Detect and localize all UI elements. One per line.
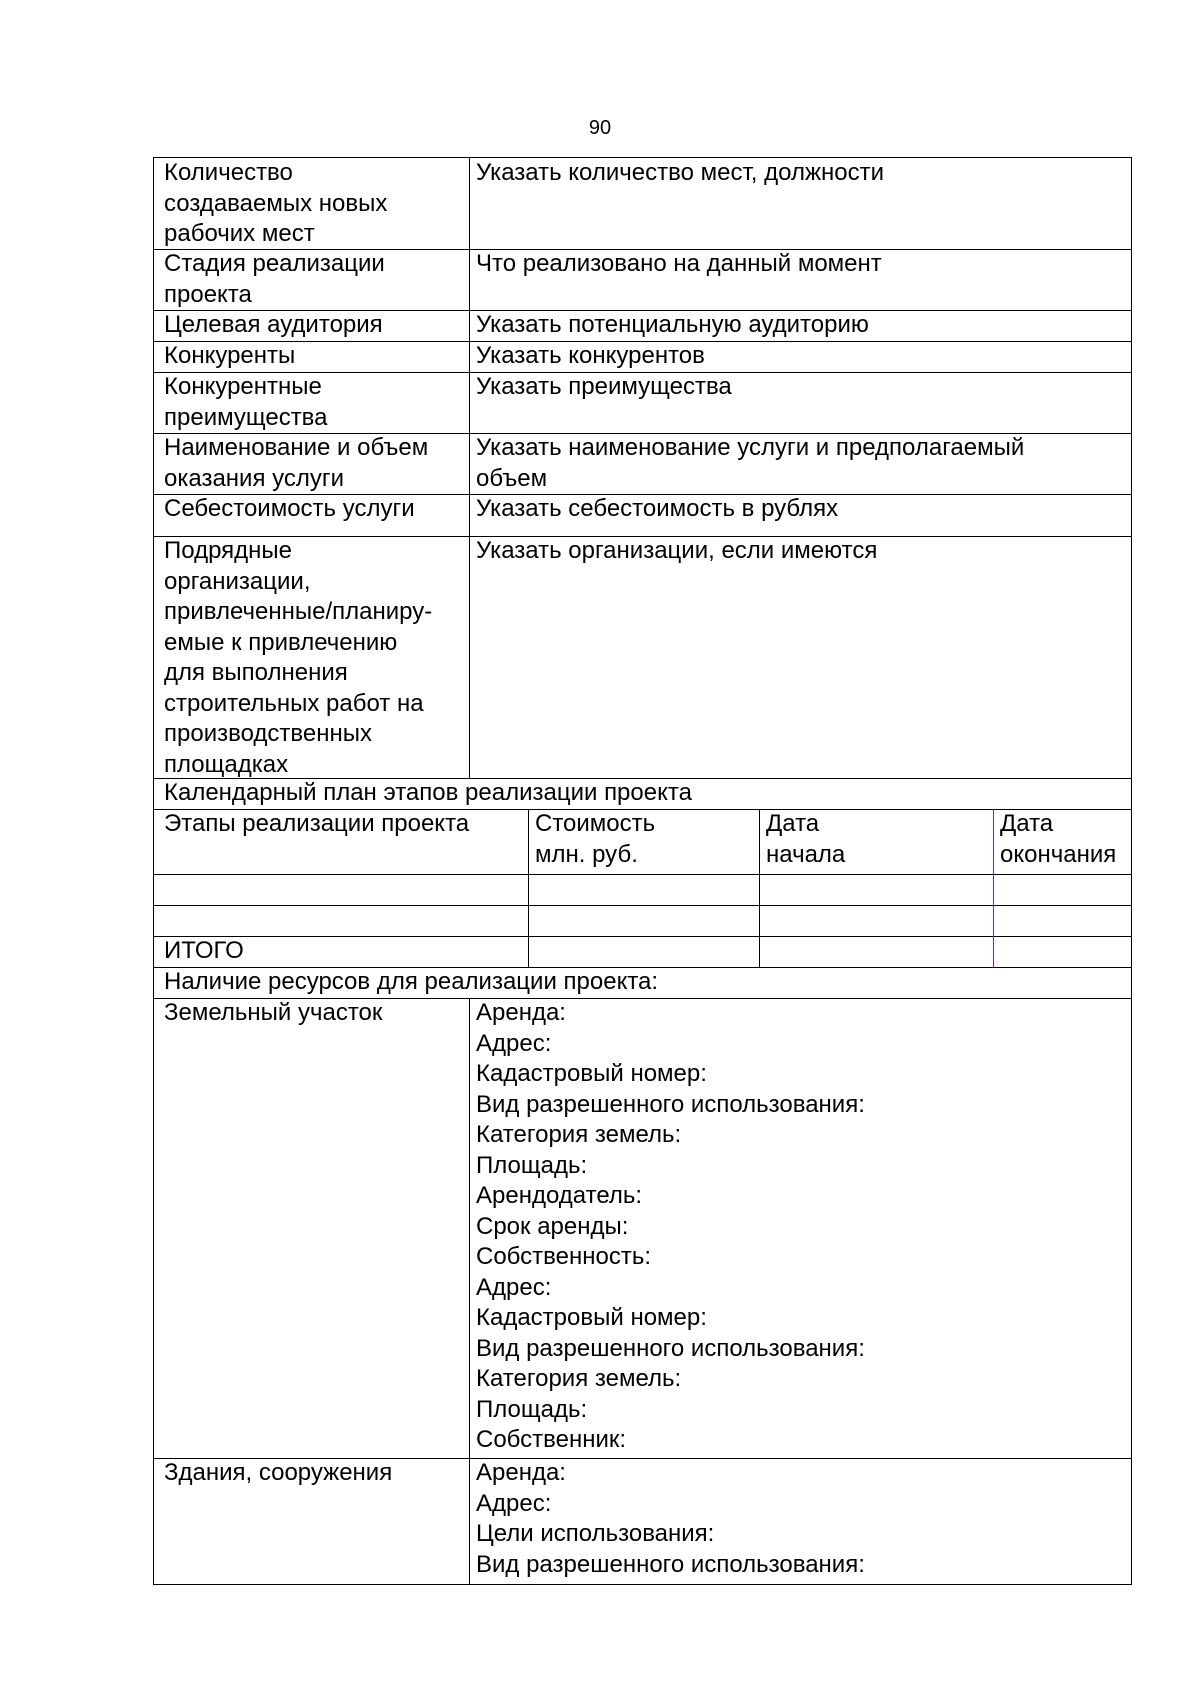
row-label-jobs: Количество создаваемых новых рабочих мест	[164, 159, 388, 247]
page-number: 90	[588, 117, 612, 139]
buildings-label: Здания, сооружения	[164, 1459, 393, 1486]
calendar-header-cost: Стоимость млн. руб.	[535, 810, 656, 868]
buildings-fields: Аренда: Адрес: Цели использования: Вид разрешенного использования:	[476, 1459, 865, 1578]
row-label-stage: Стадия реализации проекта	[164, 250, 385, 308]
row-label-service: Наименование и объем оказания услуги	[164, 434, 429, 492]
calendar-title: Календарный план этапов реализации проекта	[164, 779, 692, 806]
column-divider	[469, 998, 470, 1584]
row-divider	[154, 874, 1131, 875]
calendar-total-label: ИТОГО	[164, 937, 244, 964]
row-value-stage: Что реализовано на данный момент	[476, 250, 882, 277]
project-form-table	[153, 157, 1132, 1585]
row-value-contractors: Указать организации, если имеются	[476, 537, 878, 564]
row-value-service: Указать наименование услуги и предполагаемый объем	[476, 434, 1025, 492]
calendar-header-start: Дата начала	[766, 810, 846, 868]
row-value-advantages: Указать преимущества	[476, 373, 732, 400]
row-value-cost: Указать себестоимость в рублях	[476, 495, 839, 522]
row-label-contractors: Подрядные организации, привлеченные/планиру- емые к привлечению для выполнения строительных работ на производственных площадках	[164, 537, 433, 778]
row-value-competitors: Указать конкурентов	[476, 342, 705, 369]
row-label-audience: Целевая аудитория	[164, 311, 383, 338]
land-plot-label: Земельный участок	[164, 999, 383, 1026]
row-value-audience: Указать потенциальную аудиторию	[476, 311, 869, 338]
row-label-competitors: Конкуренты	[164, 342, 296, 369]
land-plot-fields: Аренда: Адрес: Кадастровый номер: Вид разрешенного использования: Категория земель: Площадь: Арендодатель: Срок аренды: Собственность: Адрес: Кадастровый номер: Вид разрешенного использования: Категория земель: Площадь: Собственник:	[476, 999, 865, 1453]
row-value-jobs: Указать количество мест, должности	[476, 159, 884, 186]
row-divider	[154, 905, 1131, 906]
row-label-cost: Себестоимость услуги	[164, 495, 415, 522]
resources-title: Наличие ресурсов для реализации проекта:	[164, 968, 659, 995]
row-label-advantages: Конкурентные преимущества	[164, 373, 328, 431]
calendar-header-end: Дата окончания	[1000, 810, 1117, 868]
calendar-header-stages: Этапы реализации проекта	[164, 810, 470, 837]
column-divider	[469, 158, 470, 778]
